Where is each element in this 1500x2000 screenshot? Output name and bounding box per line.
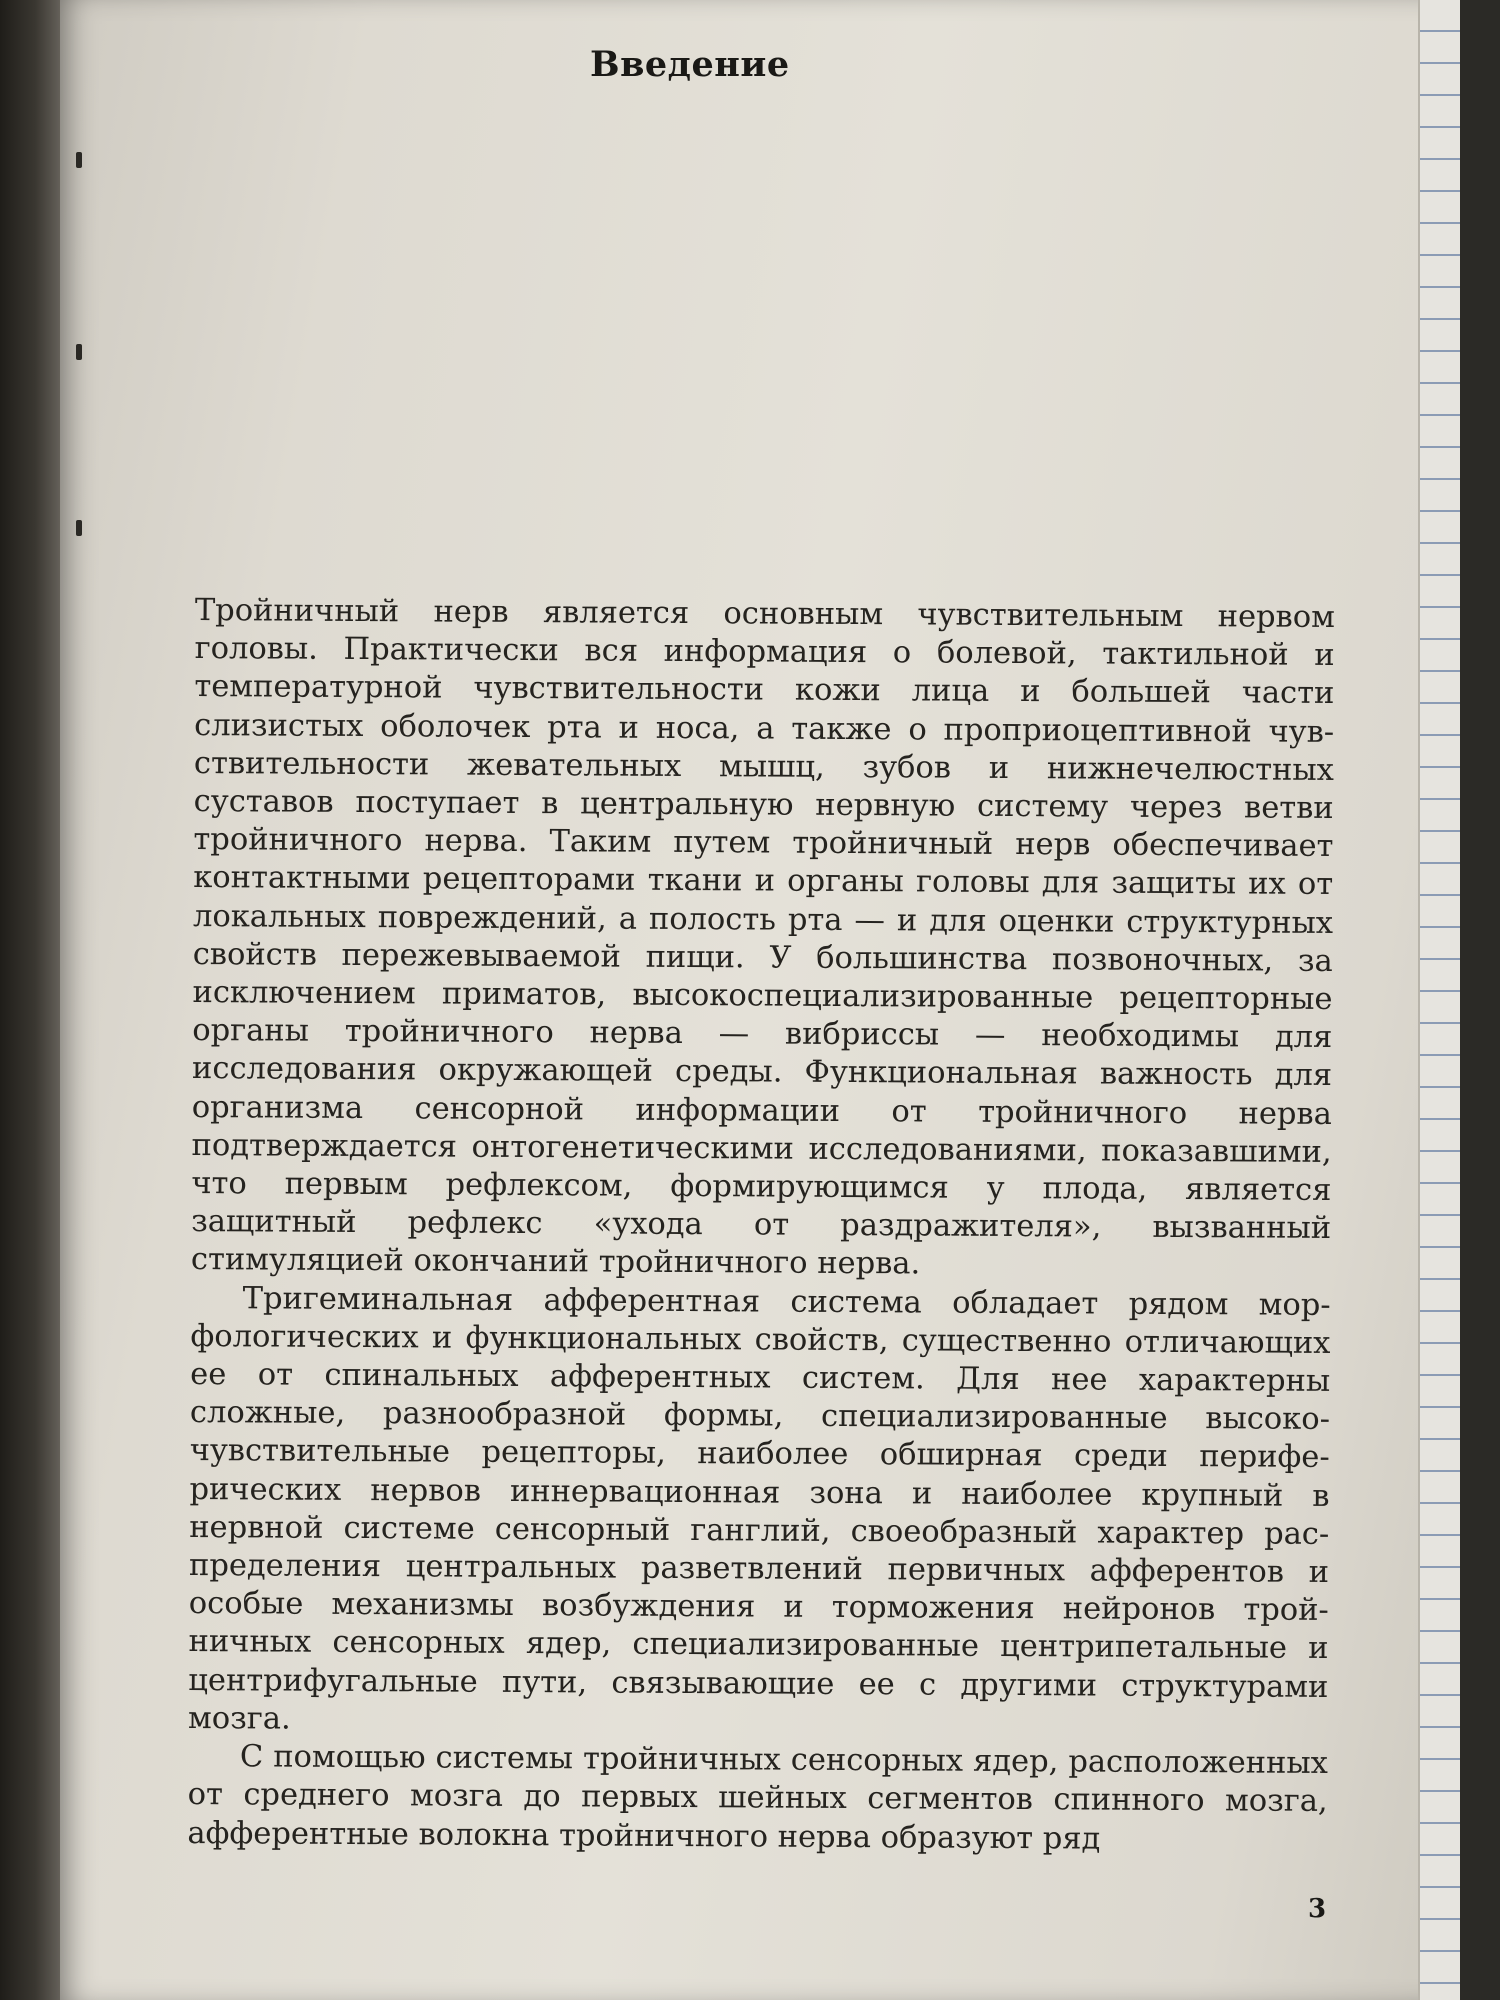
chapter-title: Введение <box>590 44 790 85</box>
book-gutter <box>0 0 64 2000</box>
ruled-paper-edge <box>1418 0 1460 2000</box>
paragraph: С помощью системы тройничных сенсорных ядер, расположенных от среднего мозга до первых шейных сегментов спинного мозга, афферентные волокна тройничного нерва образуют ряд <box>187 1739 1328 1857</box>
binding-thread-mark <box>76 152 82 168</box>
binding-thread-mark <box>76 520 82 536</box>
paragraph: Тригеминальная афферентная система обладает рядом морфологических и функциональных свойств, существенно отличающих ее от спинальных афферентных систем. Для нее характерны сложные, разнообразной формы, специализированные высокочувствительные рецепторы, наиболее обширная среди периферических нервов иннервационная зона и наиболее крупный в нервной системе сенсорный ганглий, своеобразный характер распределения центральных разветвлений первичных афферентов и особые механизмы возбуждения и торможения нейронов тройничных сенсорных ядер, специализированные центрипетальные и центрифугальные пути, связывающие ее с другими структурами мозга. <box>188 1280 1331 1737</box>
body-text <box>187 592 1335 1860</box>
paragraph: Тройничный нерв является основным чувствительным нервом головы. Практически вся информация о болевой, тактильной и температурной чувствительности кожи лица и большей части слизистых оболочек рта и носа, а также о проприоцептивной чувствительности жевательных мышц, зубов и нижнечелюстных суставов поступает в центральную нервную систему через ветви тройничного нерва. Таким путем тройничный нерв обеспечивает контактными рецепторами ткани и органы головы для защиты их от локальных повреждений, а полость рта — и для оценки структурных свойств пережевываемой пищи. У большинства позвоночных, за исключением приматов, высокоспециализированные рецепторные органы тройничного нерва — вибриссы — необходимы для исследования окружающей среды. Функциональная важность для организма сенсорной информации от тройничного нерва подтверждается онтогенетическими исследованиями, показавшими, что первым рефлексом, формирующимся у плода, является защитный рефлекс «ухода от раздражителя», вызванный стимуляцией окончаний тройничного нерва. <box>190 593 1335 1282</box>
page-number: 3 <box>1308 1894 1327 1924</box>
reverse-side-bleed <box>360 20 1410 580</box>
binding-thread-mark <box>76 344 82 360</box>
